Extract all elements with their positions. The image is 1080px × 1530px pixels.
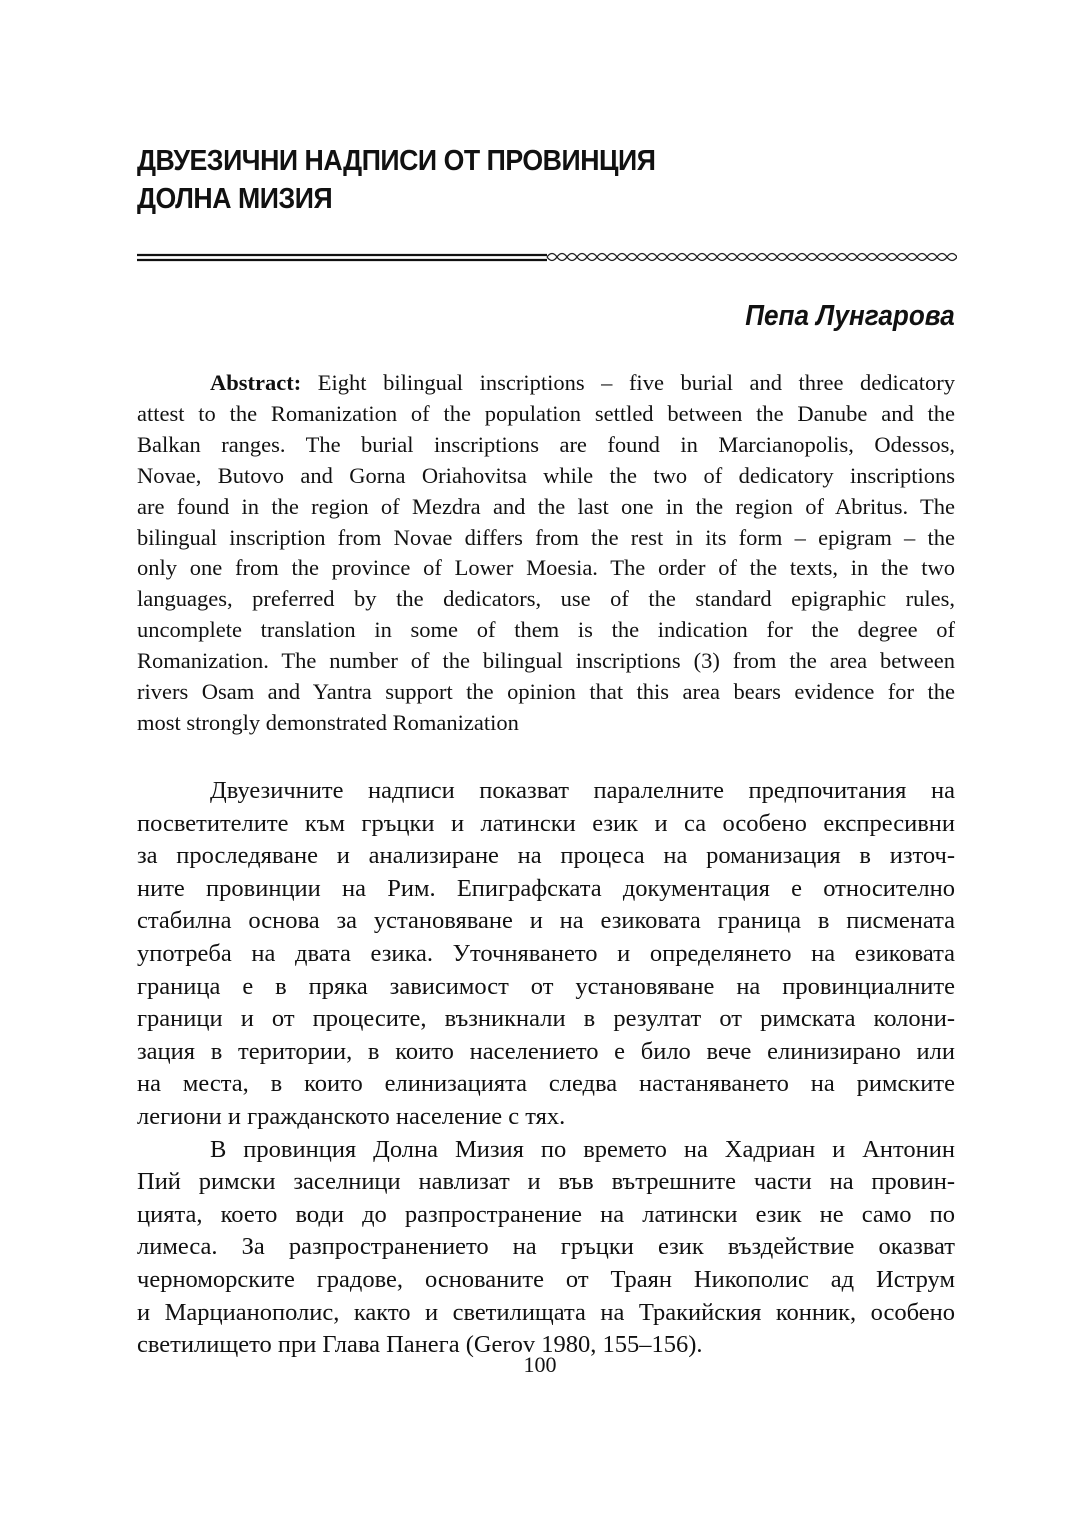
abstract-line: are found in the region of Mezdra and the last one in the region of Abritus. The (137, 493, 955, 519)
text-line: употреба на двата езика. Уточняването и определянето на езиковата (137, 939, 955, 967)
text-line: за проследяване и анализиране на процеса на романизация в източ- (137, 842, 955, 870)
paragraph (137, 775, 955, 1134)
abstract-line: uncomplete translation in some of them is the indication for the degree of (137, 617, 955, 643)
text-line: В провинция Долна Мизия по времето на Хадриан и Антонин (210, 1135, 955, 1163)
text-line: черноморските градове, основаните от Траян Никополис ад Иструм (137, 1265, 955, 1293)
text-line: Пий римски заселници навлизат и във вътрешните части на провин- (137, 1168, 955, 1196)
title-line: ДОЛНА МИЗИЯ (137, 183, 333, 215)
text-line: стабилна основа за установяване и на езиковата граница в писмената (137, 907, 955, 935)
paragraph (137, 1134, 955, 1362)
abstract-text: Eight bilingual inscriptions – five burial and three dedicatory (301, 370, 955, 395)
abstract-line (137, 368, 955, 399)
text-line: на места, в които елинизацията следва настаняването на римските (137, 1070, 955, 1098)
title-line: ДВУЕЗИЧНИ НАДПИСИ ОТ ПРОВИНЦИЯ (137, 145, 656, 177)
page-number: 100 (523, 1352, 557, 1377)
abstract-line: most strongly demonstrated Romanization (137, 709, 519, 735)
text-line: зация в територии, в които населението е било вече елинизирано или (137, 1037, 955, 1065)
decorative-rule (137, 250, 957, 264)
author-name: Пепа Лунгарова (745, 300, 955, 332)
text-line: и Марцианополис, както и светилищата на Тракийския конник, особено (137, 1298, 955, 1326)
text-line: посветителите към гръцки и латински език и са особено експресивни (137, 809, 955, 837)
body-text (137, 775, 955, 1362)
abstract-label: Abstract: (210, 370, 302, 395)
abstract-line: only one from the province of Lower Moesia. The order of the texts, in the two (137, 555, 955, 581)
abstract-line: Balkan ranges. The burial inscriptions are found in Marcianopolis, Odessos, (137, 431, 955, 457)
text-line: ните провинции на Рим. Епиграфската документация е относително (137, 874, 955, 902)
abstract-line: Romanization. The number of the bilingual inscriptions (3) from the area between (137, 648, 955, 674)
abstract-line: rivers Osam and Yantra support the opinion that this area bears evidence for the (137, 679, 955, 705)
text-line: легиони и гражданското население с тях. (137, 1102, 566, 1130)
text-line: граници и от процесите, възникнали в резултат от римската колони- (137, 1005, 955, 1033)
text-line: Двуезичните надписи показват паралелните предпочитания на (210, 777, 955, 804)
abstract-line: attest to the Romanization of the population settled between the Danube and the (137, 400, 955, 426)
text-line: лимеса. За разпространението на гръцки език въздействие оказват (137, 1233, 955, 1261)
text-line: граница е в пряка зависимост от установяване на провинциалните (137, 972, 955, 1000)
abstract-line: Novae, Butovo and Gorna Oriahovitsa while the two of dedicatory inscriptions (137, 462, 955, 488)
text-line: светилището при Глава Панега (Gerov 1980, 155–156). (137, 1331, 703, 1359)
abstract-line: bilingual inscription from Novae differs from the rest in its form – epigram – the (137, 524, 955, 550)
abstract-line: languages, preferred by the dedicators, use of the standard epigraphic rules, (137, 586, 955, 612)
text-line: цията, което води до разпространение на латински език не само по (137, 1200, 955, 1228)
article-title (137, 142, 655, 218)
abstract (137, 368, 955, 739)
